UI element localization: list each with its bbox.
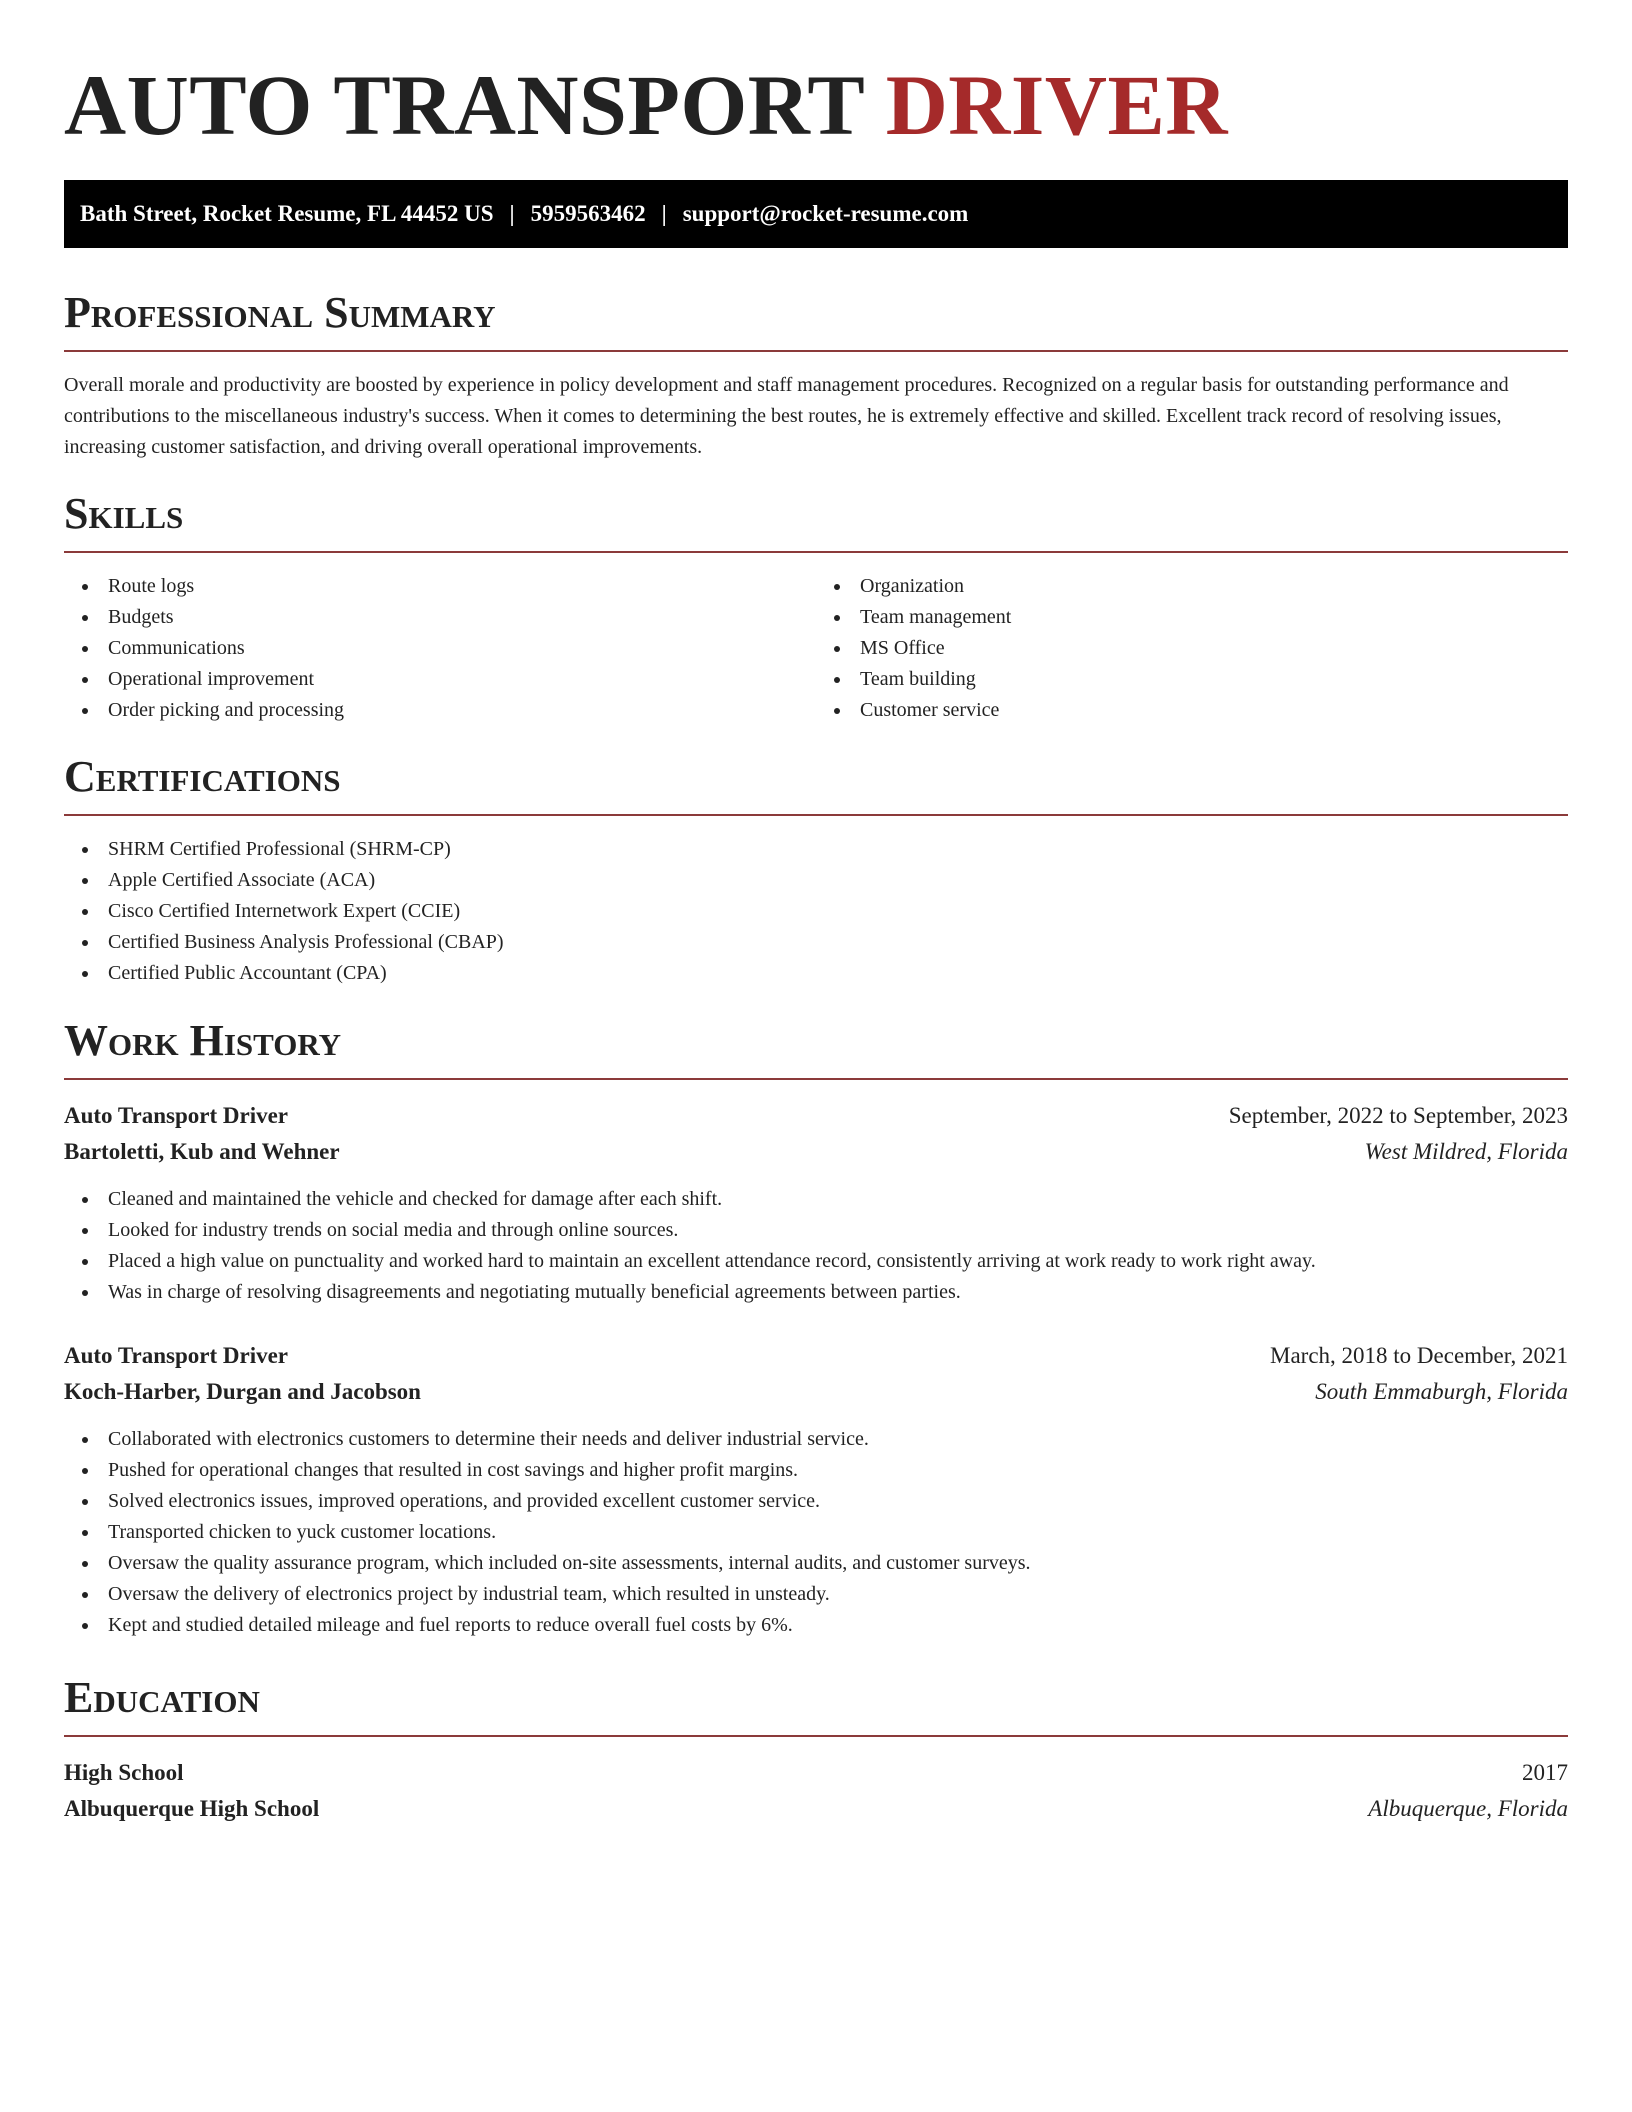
skill-item: Operational improvement xyxy=(64,664,816,695)
job-company: Koch-Harber, Durgan and Jacobson xyxy=(64,1379,421,1404)
name-main: AUTO TRANSPORT xyxy=(64,57,864,153)
contact-address: Bath Street, Rocket Resume, FL 44452 US xyxy=(80,201,494,226)
skills-list-left xyxy=(64,571,816,726)
skill-item: Organization xyxy=(816,571,1568,602)
job-bullet: Cleaned and maintained the vehicle and checked for damage after each shift. xyxy=(64,1184,1568,1215)
skill-item: Order picking and processing xyxy=(64,695,816,726)
summary-text: Overall morale and productivity are boosted by experience in policy development and staff management procedures. Recognized on a regular basis for outstanding performance and contributions to the miscellaneous industry's success. When it comes to determining the best routes, he is extremely effective and skilled. Excellent track record of resolving issues, increasing customer satisfaction, and driving overall operational improvements. xyxy=(64,374,1509,458)
work-history-section xyxy=(64,1016,1568,1641)
section-divider xyxy=(64,1078,1568,1080)
contact-separator: | xyxy=(661,201,667,226)
job-header-row xyxy=(64,1338,1568,1374)
job-location: West Mildred, Florida xyxy=(1364,1139,1568,1164)
job-bullet: Oversaw the delivery of electronics project by industrial team, which resulted in unsteady. xyxy=(64,1579,1568,1610)
certification-item: SHRM Certified Professional (SHRM-CP) xyxy=(64,834,1568,865)
job-title: Auto Transport Driver xyxy=(64,1103,289,1128)
education-school: Albuquerque High School xyxy=(64,1796,320,1821)
job-title: Auto Transport Driver xyxy=(64,1343,289,1368)
education-location: Albuquerque, Florida xyxy=(1368,1796,1568,1821)
job-company-row xyxy=(64,1134,1568,1170)
skill-item: Communications xyxy=(64,633,816,664)
education-school-row xyxy=(64,1791,1568,1827)
job-dates: March, 2018 to December, 2021 xyxy=(1270,1343,1568,1368)
certification-item: Certified Public Accountant (CPA) xyxy=(64,958,1568,989)
job-bullets xyxy=(64,1424,1568,1641)
section-divider xyxy=(64,350,1568,352)
contact-email: support@rocket-resume.com xyxy=(682,201,969,226)
job-bullet: Transported chicken to yuck customer locations. xyxy=(64,1517,1568,1548)
job-location: South Emmaburgh, Florida xyxy=(1315,1379,1568,1404)
job-dates: September, 2022 to September, 2023 xyxy=(1228,1103,1568,1128)
job-entry xyxy=(64,1098,1568,1308)
certifications-title: Certifications xyxy=(64,752,341,801)
section-divider xyxy=(64,814,1568,816)
education-entry xyxy=(64,1755,1568,1827)
skill-item: Team management xyxy=(816,602,1568,633)
contact-separator: | xyxy=(509,201,515,226)
summary-section xyxy=(64,288,1568,463)
summary-title: Professional Summary xyxy=(64,288,496,337)
skills-list-right xyxy=(816,571,1568,726)
skill-item: Route logs xyxy=(64,571,816,602)
job-bullet: Collaborated with electronics customers to determine their needs and deliver industrial service. xyxy=(64,1424,1568,1455)
resume-name xyxy=(64,0,1568,153)
skills-section xyxy=(64,489,1568,726)
job-bullet: Solved electronics issues, improved operations, and provided excellent customer service. xyxy=(64,1486,1568,1517)
job-bullets xyxy=(64,1184,1568,1308)
certification-item: Cisco Certified Internetwork Expert (CCIE) xyxy=(64,896,1568,927)
skill-item: MS Office xyxy=(816,633,1568,664)
education-degree: High School xyxy=(64,1760,184,1785)
contact-bar xyxy=(64,180,1568,248)
job-entry xyxy=(64,1338,1568,1641)
job-bullet: Pushed for operational changes that resulted in cost savings and higher profit margins. xyxy=(64,1455,1568,1486)
education-section xyxy=(64,1673,1568,1827)
job-bullet: Placed a high value on punctuality and worked hard to maintain an excellent attendance record, consistently arriving at work ready to work right away. xyxy=(64,1246,1568,1277)
skills-title: Skills xyxy=(64,489,184,538)
job-bullet: Looked for industry trends on social media and through online sources. xyxy=(64,1215,1568,1246)
job-company-row xyxy=(64,1374,1568,1410)
contact-phone: 5959563462 xyxy=(530,201,646,226)
certification-item: Apple Certified Associate (ACA) xyxy=(64,865,1568,896)
education-header-row xyxy=(64,1755,1568,1791)
certification-item: Certified Business Analysis Professional (CBAP) xyxy=(64,927,1568,958)
job-header-row xyxy=(64,1098,1568,1134)
job-bullet: Oversaw the quality assurance program, which included on-site assessments, internal audits, and customer surveys. xyxy=(64,1548,1568,1579)
job-bullet: Was in charge of resolving disagreements and negotiating mutually beneficial agreements between parties. xyxy=(64,1277,1568,1308)
skill-item: Budgets xyxy=(64,602,816,633)
work-history-title: Work History xyxy=(64,1016,342,1065)
certifications-list xyxy=(64,834,1568,989)
certifications-section xyxy=(64,752,1568,989)
skills-grid xyxy=(64,553,1568,726)
job-bullet: Kept and studied detailed mileage and fuel reports to reduce overall fuel costs by 6%. xyxy=(64,1610,1568,1641)
name-accent: DRIVER xyxy=(885,57,1228,153)
education-title: Education xyxy=(64,1673,260,1722)
job-company: Bartoletti, Kub and Wehner xyxy=(64,1139,340,1164)
education-year: 2017 xyxy=(1522,1760,1568,1785)
section-divider xyxy=(64,1735,1568,1737)
skill-item: Customer service xyxy=(816,695,1568,726)
skill-item: Team building xyxy=(816,664,1568,695)
